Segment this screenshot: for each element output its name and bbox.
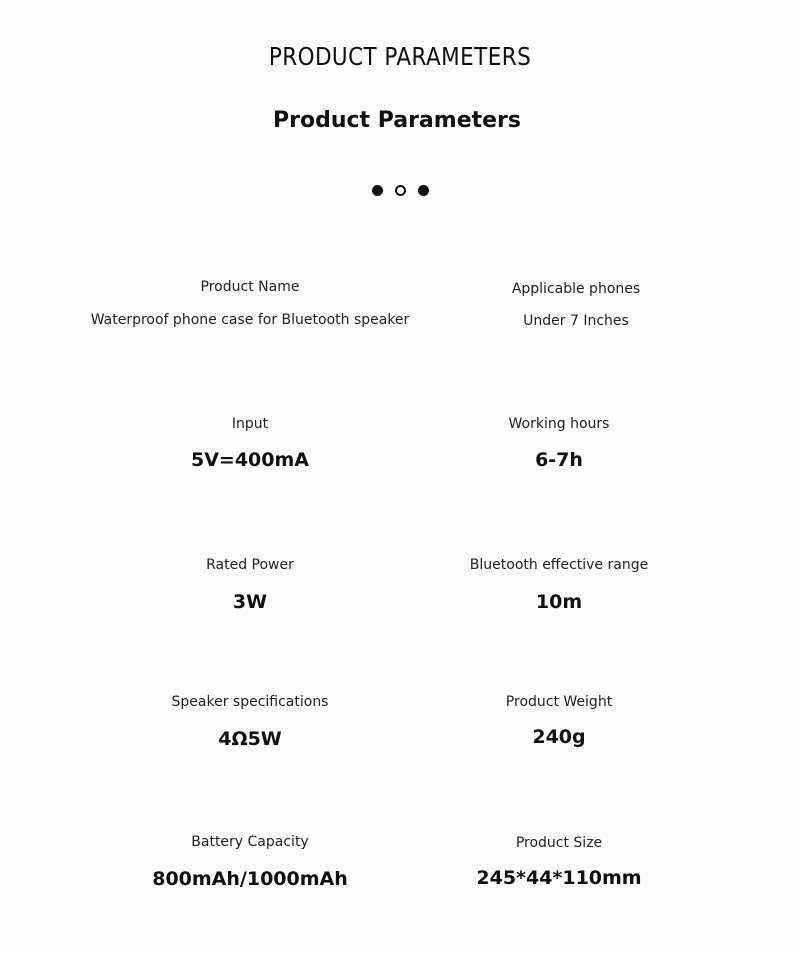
param-product-name [30, 279, 470, 328]
dot-filled-icon [372, 185, 383, 196]
param-value: 5V=400mA [190, 449, 309, 471]
param-working-hours [400, 416, 718, 471]
param-value: 3W [232, 591, 268, 613]
param-battery-capacity [90, 834, 410, 890]
param-product-weight [400, 694, 718, 748]
param-label: Input [231, 416, 269, 432]
param-input [90, 416, 410, 471]
param-value: 6-7h [535, 449, 583, 471]
param-value: 800mAh/1000mAh [152, 868, 348, 890]
param-value: 10m [535, 591, 583, 613]
param-bluetooth-range [400, 557, 718, 613]
param-value: Under 7 Inches [523, 313, 629, 329]
param-speaker-specifications [90, 694, 410, 750]
param-product-size [400, 835, 718, 889]
page-title: PRODUCT PARAMETERS [268, 42, 532, 71]
param-label: Product Weight [505, 694, 613, 710]
param-label: Battery Capacity [191, 834, 309, 850]
param-value: 245*44*110mm [476, 867, 642, 889]
param-label: Rated Power [206, 557, 294, 573]
param-label: Speaker specifications [171, 694, 329, 710]
param-rated-power [90, 557, 410, 613]
param-applicable-phones [418, 281, 734, 329]
section-title: Product Parameters [272, 108, 521, 133]
param-label: Applicable phones [511, 281, 641, 297]
three-dots-icon [0, 185, 800, 196]
param-value: Waterproof phone case for Bluetooth speaker [90, 312, 410, 328]
param-label: Working hours [508, 416, 610, 432]
param-label: Product Size [515, 835, 603, 851]
param-label: Bluetooth effective range [469, 557, 649, 573]
param-value: 240g [532, 726, 586, 748]
dot-filled-icon [418, 185, 429, 196]
param-label: Product Name [200, 279, 300, 295]
dot-hollow-icon [395, 185, 406, 196]
param-value: 4Ω5W [218, 728, 282, 750]
